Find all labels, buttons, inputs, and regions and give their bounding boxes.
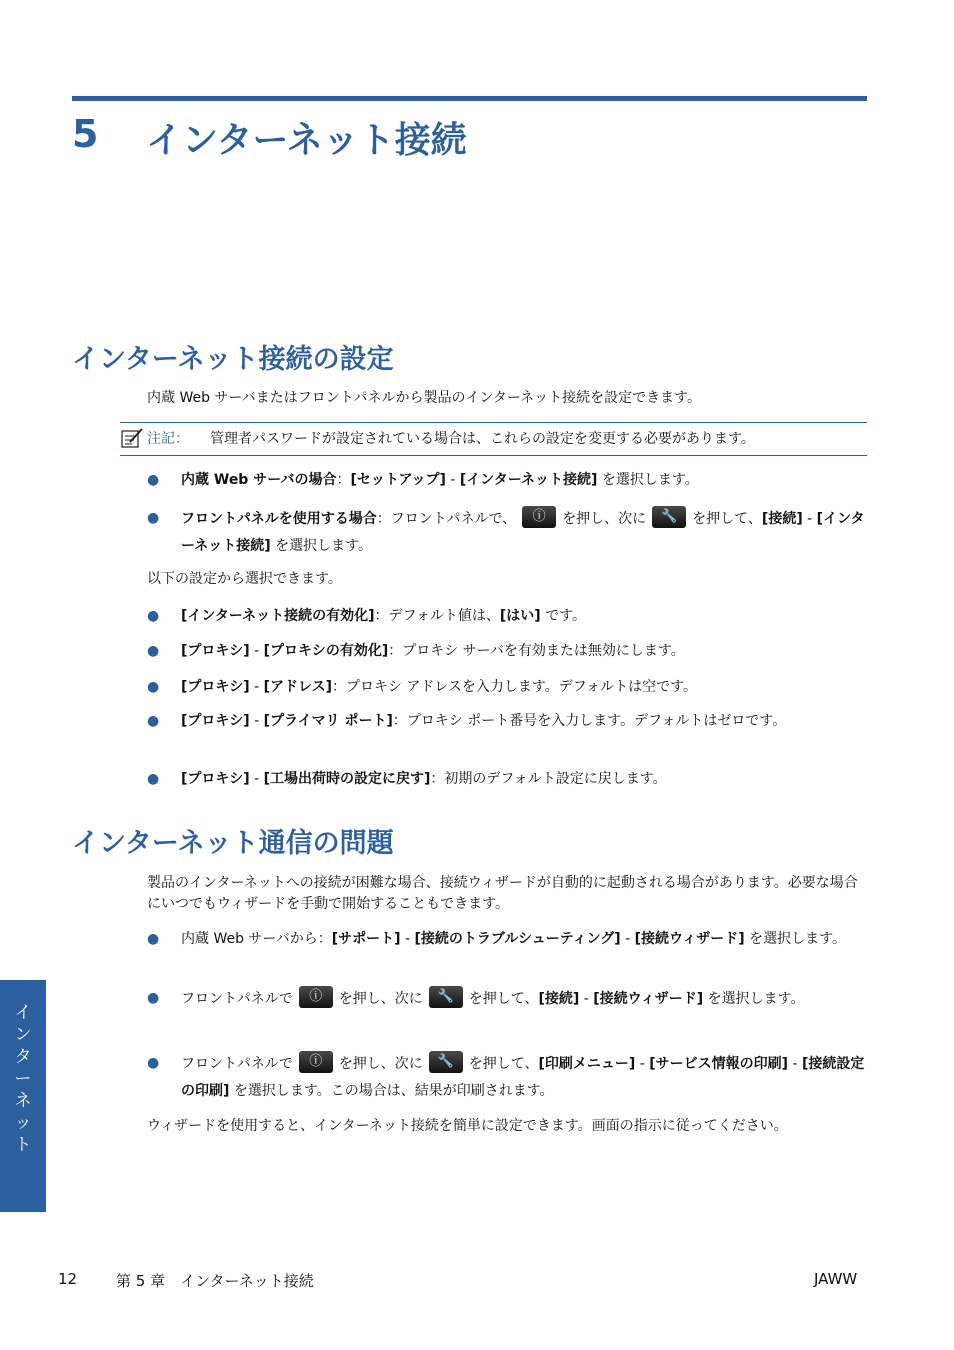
footer-chapter: 第 5 章 インターネット接続: [116, 1272, 314, 1290]
list-item: ● [プロキシ] - [工場出荷時の設定に戻す]：初期のデフォルト設定に戻します。: [147, 767, 867, 791]
bullet-icon: ●: [147, 990, 160, 1006]
list-item: ● フロントパネルで ⓘ を押し、次に 🔧 を押して、[接続] - [接続ウィザード] を選択します。: [147, 986, 867, 1013]
list-item: ● フロントパネルで ⓘ を押し、次に 🔧 を押して、[印刷メニュー] - [サービス情報の印刷] - [接続設定の印刷] を選択します。この場合は、結果が印刷されます。: [147, 1051, 867, 1105]
info-button-icon: ⓘ: [522, 506, 556, 528]
footer-page-number: 12: [58, 1270, 78, 1288]
bullet-icon: ●: [147, 931, 160, 947]
list-item: ● 内蔵 Web サーバの場合：[セットアップ] - [インターネット接続] を選択します。: [147, 468, 867, 492]
chapter-number: 5: [72, 112, 99, 156]
footer-code: JAWW: [814, 1270, 858, 1288]
wrench-button-icon: 🔧: [429, 1051, 463, 1073]
list-item: ● フロントパネルを使用する場合：フロントパネルで、 ⓘ を押し、次に 🔧 を押して、[接続] - [インターネット接続] を選択します。: [147, 506, 867, 560]
bullet-icon: ●: [147, 679, 160, 695]
bullet-icon: ●: [147, 510, 160, 526]
bullet-icon: ●: [147, 472, 160, 488]
bullet-icon: ●: [147, 608, 160, 624]
chapter-rule: [72, 96, 867, 101]
side-tab: [0, 980, 46, 1212]
chapter-title: インターネット接続: [146, 120, 467, 161]
bullet-icon: ●: [147, 1055, 160, 1071]
note-text: 管理者パスワードが設定されている場合は、これらの設定を変更する必要があります。: [210, 431, 755, 447]
info-button-icon: ⓘ: [299, 1051, 333, 1073]
list-item: ● [プロキシ] - [プライマリ ポート]：プロキシ ポート番号を入力します。デフォルトはゼロです。: [147, 710, 867, 732]
list-item: ● [インターネット接続の有効化]：デフォルト値は、[はい] です。: [147, 604, 867, 628]
section2-closing: ウィザードを使用すると、インターネット接続を簡単に設定できます。画面の指示に従ってください。: [147, 1118, 788, 1134]
bullet-icon: ●: [147, 643, 160, 659]
bullet-icon: ●: [147, 771, 160, 787]
side-tab-label: インターネット: [14, 1003, 32, 1155]
note-label: 注記：: [147, 431, 189, 447]
wrench-button-icon: 🔧: [652, 506, 686, 528]
section-heading-problems: インターネット通信の問題: [72, 828, 394, 859]
info-button-icon: ⓘ: [299, 986, 333, 1008]
bullet-icon: ●: [147, 713, 160, 729]
section-heading-settings: インターネット接続の設定: [72, 344, 394, 375]
options-intro: 以下の設定から選択できます。: [147, 571, 342, 587]
list-item: ● 内蔵 Web サーバから：[サポート] - [接続のトラブルシューティング] - [接続ウィザード] を選択します。: [147, 928, 867, 950]
section2-intro: 製品のインターネットへの接続が困難な場合、接続ウィザードが自動的に起動される場合があります。必要な場合にいつでもウィザードを手動で開始することもできます。: [147, 875, 858, 912]
note-box: [120, 422, 867, 456]
section1-intro: 内蔵 Web サーバまたはフロントパネルから製品のインターネット接続を設定できます。: [147, 390, 702, 406]
list-item: ● [プロキシ] - [プロキシの有効化]：プロキシ サーバを有効または無効にします。: [147, 639, 867, 663]
note-pencil-icon: [120, 427, 144, 449]
wrench-button-icon: 🔧: [429, 986, 463, 1008]
list-item: ● [プロキシ] - [アドレス]：プロキシ アドレスを入力します。デフォルトは空です。: [147, 675, 867, 699]
